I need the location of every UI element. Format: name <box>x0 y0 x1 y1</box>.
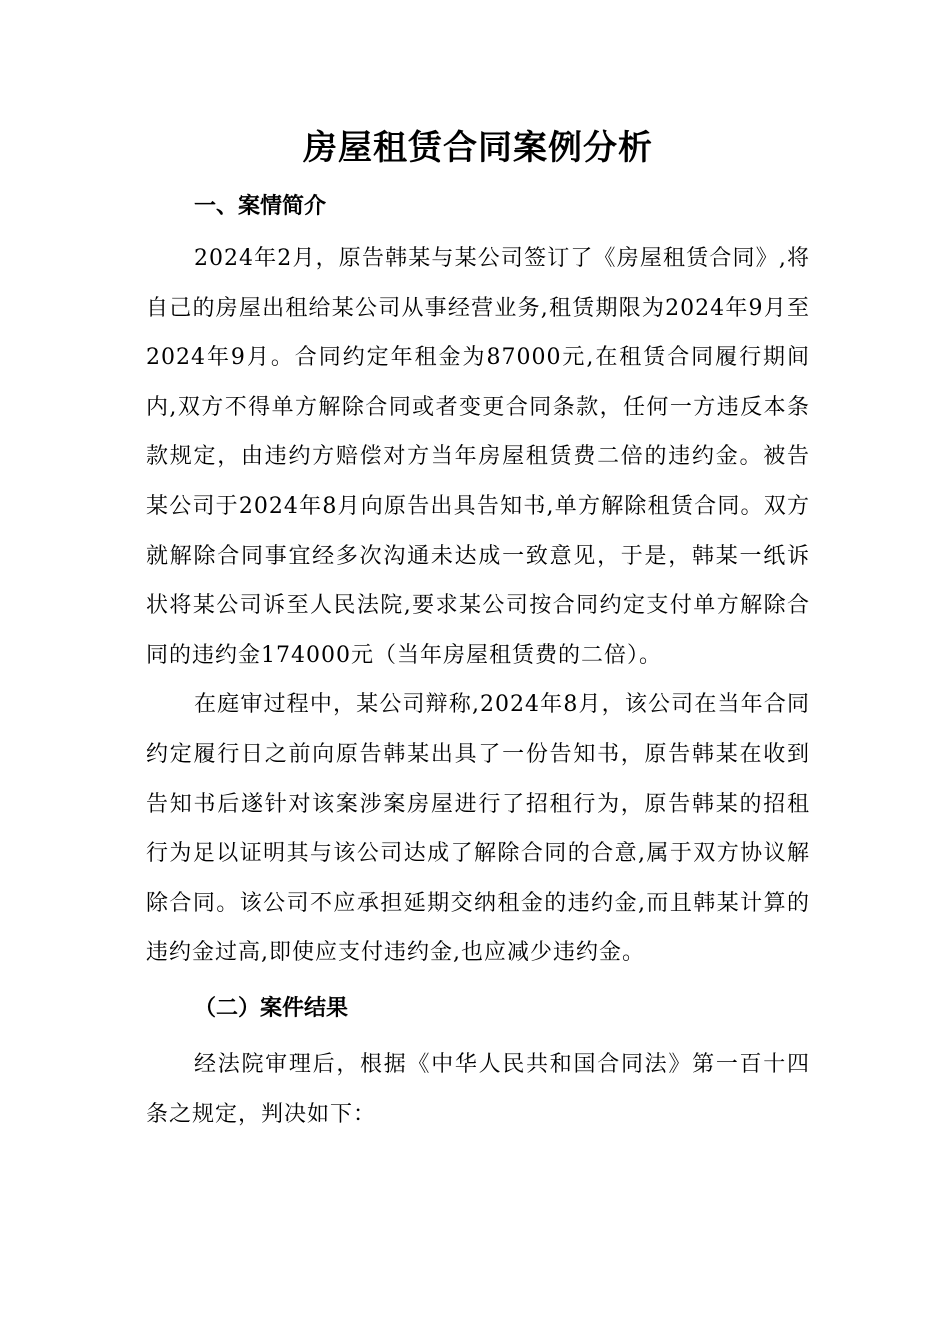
document-title: 房屋租赁合同案例分析 <box>303 128 653 168</box>
result-paragraph: 经法院审理后，根据《中华人民共和国合同法》第一百十四条之规定，判决如下： <box>146 1051 810 1127</box>
case-paragraph-2: 在庭审过程中，某公司辩称,2024年8月，该公司在当年合同约定履行日之前向原告韩某出具了一份告知书，原告韩某在收到告知书后遂针对该案涉案房屋进行了招租行为，原告韩某的招租行为足以证明其与该公司达成了解除合同的合意,属于双方协议解除合同。该公司不应承担延期交纳租金的违约金,而且韩某计算的违约金过高,即使应支付违约金,也应减少违约金。 <box>146 692 810 966</box>
case-paragraph-1: 2024年2月，原告韩某与某公司签订了《房屋租赁合同》,将自己的房屋出租给某公司从事经营业务,租赁期限为2024年9月至2024年9月。合同约定年租金为87000元,在租赁合同履行期间内,双方不得单方解除合同或者变更合同条款，任何一方违反本条款规定，由违约方赔偿对方当年房屋租赁费二倍的违约金。被告某公司于2024年8月向原告出具告知书,单方解除租赁合同。双方就解除合同事宜经多次沟通未达成一致意见，于是，韩某一纸诉状将某公司诉至人民法院,要求某公司按合同约定支付单方解除合同的违约金174000元（当年房屋租赁费的二倍）。 <box>146 246 810 668</box>
section-heading-case-result: （二）案件结果 <box>194 994 349 1021</box>
document-content <box>146 122 810 1139</box>
section-heading-case-summary: 一、案情简介 <box>194 193 327 219</box>
